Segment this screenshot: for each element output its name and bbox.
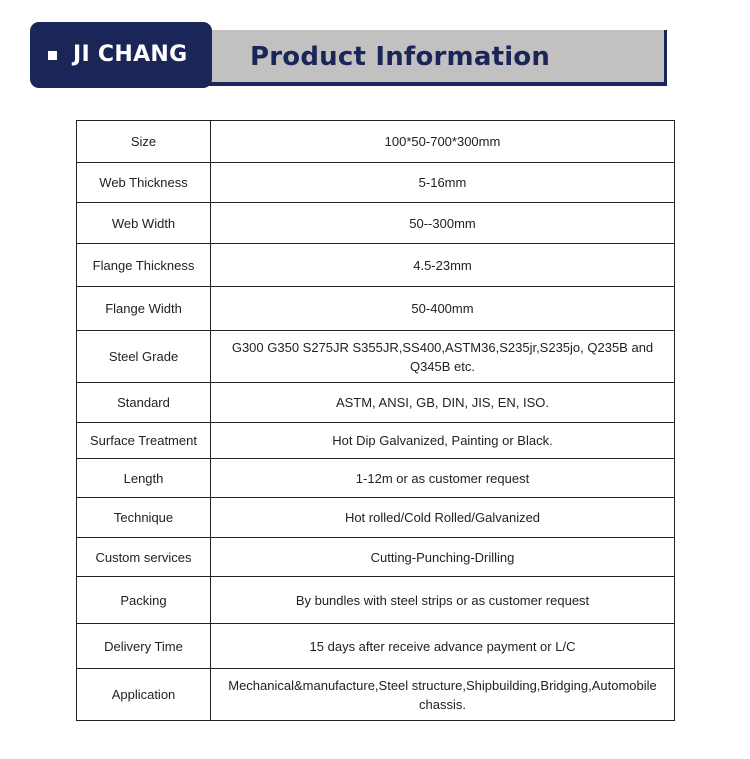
page-title: Product Information: [250, 42, 551, 72]
spec-value: Hot Dip Galvanized, Painting or Black.: [211, 423, 675, 459]
table-row: [77, 244, 675, 287]
spec-label: Flange Width: [77, 287, 211, 331]
spec-value: 1-12m or as customer request: [211, 459, 675, 498]
spec-label: Steel Grade: [77, 331, 211, 383]
table-row: [77, 287, 675, 331]
spec-label: Flange Thickness: [77, 244, 211, 287]
table-row: [77, 498, 675, 538]
table-row: [77, 459, 675, 498]
spec-value: 50-400mm: [211, 287, 675, 331]
bullet-square-icon: [48, 51, 57, 60]
spec-label: Delivery Time: [77, 624, 211, 669]
spec-value: Hot rolled/Cold Rolled/Galvanized: [211, 498, 675, 538]
table-row: [77, 331, 675, 383]
spec-value: Mechanical&manufacture,Steel structure,Shipbuilding,Bridging,Automobile chassis.: [211, 669, 675, 721]
spec-label: Standard: [77, 383, 211, 423]
spec-value: 50--300mm: [211, 203, 675, 244]
spec-label: Custom services: [77, 538, 211, 577]
table-row: [77, 383, 675, 423]
spec-label: Length: [77, 459, 211, 498]
spec-label: Technique: [77, 498, 211, 538]
spec-label: Surface Treatment: [77, 423, 211, 459]
spec-value: 5-16mm: [211, 163, 675, 203]
spec-table: [76, 120, 675, 721]
spec-value: 4.5-23mm: [211, 244, 675, 287]
spec-value: 100*50-700*300mm: [211, 121, 675, 163]
spec-label: Packing: [77, 577, 211, 624]
spec-label: Size: [77, 121, 211, 163]
table-row: [77, 669, 675, 721]
table-row: [77, 577, 675, 624]
table-row: [77, 163, 675, 203]
spec-label: Web Width: [77, 203, 211, 244]
table-row: [77, 624, 675, 669]
spec-value: By bundles with steel strips or as customer request: [211, 577, 675, 624]
spec-label: Web Thickness: [77, 163, 211, 203]
table-row: [77, 538, 675, 577]
table-row: [77, 203, 675, 244]
spec-value: 15 days after receive advance payment or L/C: [211, 624, 675, 669]
table-row: [77, 423, 675, 459]
spec-value: ASTM, ANSI, GB, DIN, JIS, EN, ISO.: [211, 383, 675, 423]
spec-label: Application: [77, 669, 211, 721]
spec-value: Cutting-Punching-Drilling: [211, 538, 675, 577]
table-row: [77, 121, 675, 163]
spec-value: G300 G350 S275JR S355JR,SS400,ASTM36,S235jr,S235jo, Q235B and Q345B etc.: [211, 331, 675, 383]
brand-name: JI CHANG: [73, 42, 188, 67]
